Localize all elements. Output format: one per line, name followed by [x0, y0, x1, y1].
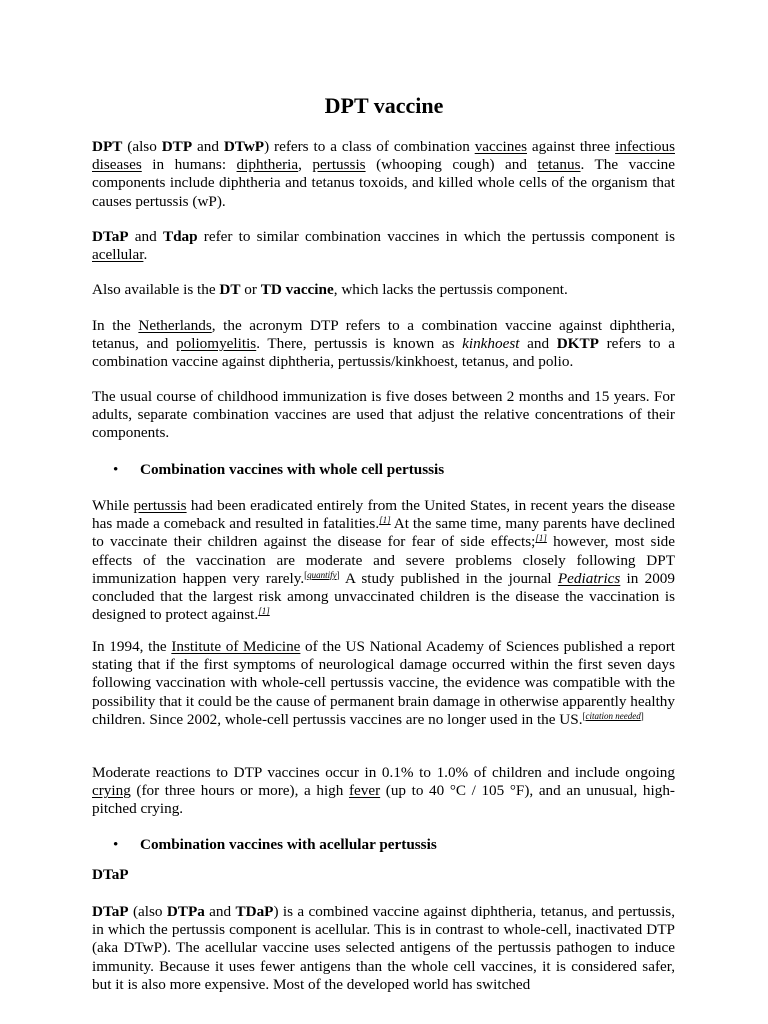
link-crying[interactable]: crying — [92, 782, 131, 800]
pertussis-comeback-paragraph: While pertussis had been eradicated entirely from the United States, in recent years the disease has made a comeback and resulted in fatalities.[1] At the same time, many parents have declined to vaccinate their children against the disease for fear of side effects;[1] however, most side effects of the vaccination are moderate and severe problems closely following DPT immunization happen very rarely.[quantify] A study published in the journal Pediatrics in 2009 concluded that the largest risk among unvaccinated children is the disease the vaccination is designed to protect against.[1] — [92, 497, 675, 624]
link-diphtheria[interactable]: diphtheria — [236, 156, 299, 174]
reference-1[interactable]: [1] — [379, 515, 391, 526]
intro-paragraph: DPT (also DTP and DTwP) refers to a class of combination vaccines against three infectious diseases in humans: diphtheria, pertussis (whooping cough) and tetanus. The vaccine components include diphtheria and tetanus toxoids, and killed whole cells of the organism that causes pertussis (wP). — [92, 138, 675, 210]
reference-1c[interactable]: [1] — [258, 606, 270, 617]
link-poliomyelitis[interactable]: poliomyelitis — [176, 335, 257, 353]
page-title: DPT vaccine — [324, 93, 444, 118]
link-institute-of-medicine[interactable]: Institute of Medicine — [171, 638, 301, 655]
dtap-tdap-paragraph: DTaP and Tdap refer to similar combination vaccines in which the pertussis component is acellular. — [92, 228, 675, 264]
link-acellular[interactable]: acellular — [92, 246, 144, 264]
dt-paragraph: Also available is the DT or TD vaccine, which lacks the pertussis component. — [92, 281, 568, 298]
quantify-note[interactable]: [quantify] — [304, 569, 340, 580]
bullet-whole-cell: • Combination vaccines with whole cell pertussis — [113, 461, 445, 478]
netherlands-paragraph: In the Netherlands, the acronym DTP refers to a combination vaccine against diphtheria, tetanus, and poliomyelitis. There, pertussis is known as kinkhoest and DKTP refers to a combination vaccine against diphtheria, pertussis/kinkhoest, tetanus, and polio. — [92, 317, 675, 371]
bullet-icon: • — [113, 461, 119, 478]
link-pertussis[interactable]: pertussis — [312, 156, 366, 174]
link-pediatrics[interactable]: Pediatrics — [557, 569, 621, 587]
reference-1b[interactable]: [1] — [535, 533, 547, 544]
course-paragraph: The usual course of childhood immunization is five doses between 2 months and 15 years. For adults, separate combination vaccines are used that adjust the relative concentrations of their components. — [92, 388, 675, 442]
bullet-icon: • — [113, 836, 119, 853]
link-infectious-diseases[interactable]: infectious diseases — [92, 138, 675, 174]
link-vaccines[interactable]: vaccines — [474, 138, 527, 155]
link-tetanus[interactable]: tetanus — [537, 156, 581, 174]
bullet-acellular: • Combination vaccines with acellular pertussis — [113, 836, 437, 853]
link-netherlands[interactable]: Netherlands — [138, 317, 212, 334]
citation-needed-note[interactable]: [citation needed] — [582, 710, 644, 721]
reactions-paragraph: Moderate reactions to DTP vaccines occur in 0.1% to 1.0% of children and include ongoing crying (for three hours or more), a high fever (up to 40 °C / 105 °F), and an unusual, high-pitched crying. — [92, 764, 675, 818]
term-dpt: DPT — [92, 138, 123, 155]
link-fever[interactable]: fever — [348, 782, 381, 800]
iom-paragraph: In 1994, the Institute of Medicine of the US National Academy of Sciences published a report stating that if the first symptoms of neurological damage occurred within the first seven days following vaccination with whole-cell pertussis vaccine, the evidence was compatible with the possibility that it could be the cause of permanent brain damage in otherwise apparently healthy children. Since 2002, whole-cell pertussis vaccines are no longer used in the US.[citation needed] — [92, 638, 675, 728]
section-heading-dtap: DTaP — [92, 866, 129, 883]
link-pertussis-2[interactable]: pertussis — [133, 497, 187, 514]
dtap-paragraph: DTaP (also DTPa and TDaP) is a combined vaccine against diphtheria, tetanus, and pertussis, in which the pertussis component is acellular. This is in contrast to whole-cell, inactivated DTP (aka DTwP). The acellular vaccine uses selected antigens of the pertussis pathogen to induce immunity. Because it uses fewer antigens than the whole cell vaccines, it is considered safer, but it is also more expensive. Most of the developed world has switched — [92, 903, 676, 993]
